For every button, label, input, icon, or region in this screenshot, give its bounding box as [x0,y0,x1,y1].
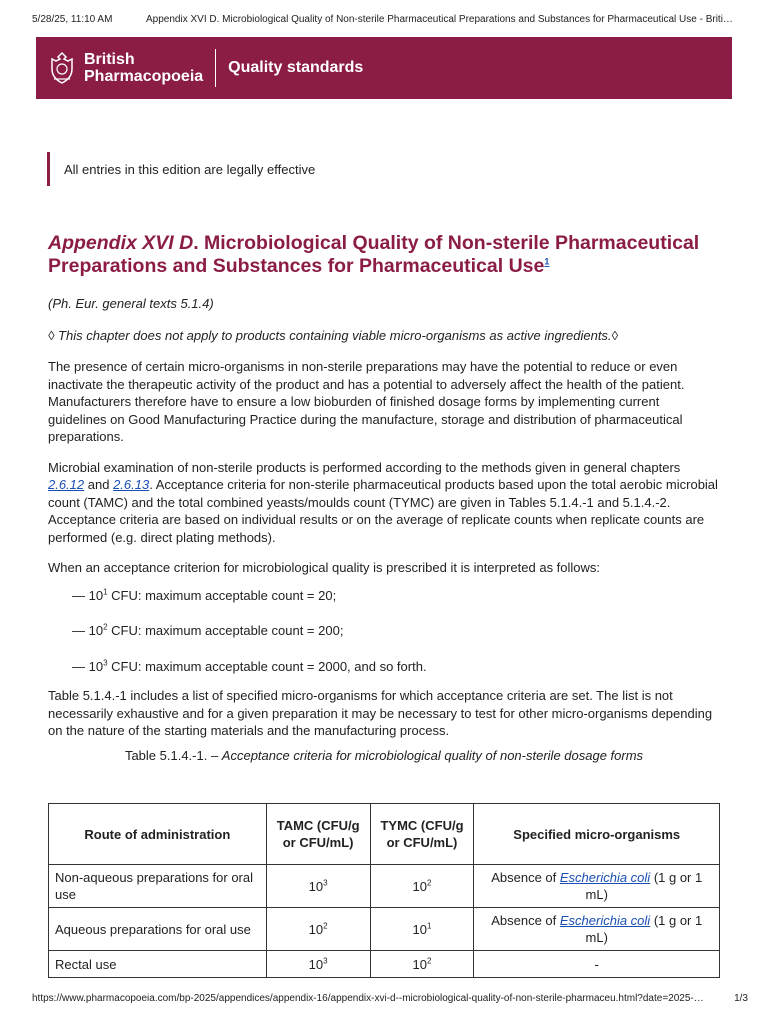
section-title[interactable]: Quality standards [228,59,364,76]
table-caption [48,747,720,765]
footnote-link[interactable]: 1 [544,256,550,267]
cell-tymc: $10^1$ [370,908,474,951]
banner-divider [215,49,216,87]
title-text: . Microbiological Quality of Non-sterile Pharmaceutical Preparations and Substances for Pharmaceutical Use [48,232,700,277]
table-caption-title: Acceptance criteria for microbiological quality of non-sterile dosage forms [221,747,644,763]
methods-text-2: and [84,477,114,492]
methods-text-1: Microbial examination of non-sterile products is performed according to the methods given in general chapters [48,459,681,475]
methods-paragraph [48,459,720,547]
table-row [49,908,720,951]
cell-tamc: $10^3$ [266,865,370,908]
legal-notice [47,152,315,186]
acceptance-criteria-table [48,803,720,978]
legal-notice-text: All entries in this edition are legally effective [64,161,316,177]
cell-tymc: $10^2$ [370,951,474,978]
cell-specified: Absence of Escherichia coli (1 g or 1 mL) [474,908,720,951]
table-intro-paragraph: Table 5.1.4.-1 includes a list of specified micro-organisms for which acceptance criteria are set. The list is not necessarily exhaustive and for a given preparation it may be necessary to test for other micro-organisms depending on the nature of the starting materials and the manufacturing process. [48,688,713,738]
cell-tymc: $10^2$ [370,865,474,908]
intro-paragraph: The presence of certain micro-organisms in non-sterile preparations may have the potential to reduce or even inactivate the therapeutic activity of the product and has a potential to adversely affect the health of the patient. Manufacturers therefore have to ensure a low bioburden of finished dosage forms by implementing current guidelines on Good Manufacturing Practice during the manufacture, storage and distribution of pharmaceutical preparations. [48,359,685,444]
cell-route: Rectal use [49,951,267,978]
royal-crest-icon[interactable] [48,51,76,85]
print-header [32,14,748,25]
cell-route: Non-aqueous preparations for oral use [49,865,267,908]
header-tymc: TYMC (CFU/g or CFU/mL) [370,804,474,865]
methods-text-3: . Acceptance criteria for non-sterile pharmaceutical products based upon the total aerobic microbial count (TAMC) and the total combined yeasts/moulds count (TYMC) are given in Tables 5.1.4.-1 and 5.1.4.-2. Acceptance criteria are based on individual results or on the average of replicate counts when replicate counts are performed (e.g. direct plating methods). [48,477,718,545]
print-title: Appendix XVI D. Microbiological Quality of Non-sterile Pharmaceutical Preparations and Substances for Pharmaceutical Use - Briti… [146,14,733,25]
site-banner [36,37,732,99]
cell-tamc: $10^3$ [266,951,370,978]
chapter-link-2-6-12[interactable]: 2.6.12 [48,477,85,492]
table-row [49,865,720,908]
source-reference: (Ph. Eur. general texts 5.1.4) [48,296,214,311]
criterion-item: — $10^2$ CFU: maximum acceptable count = 200; [72,622,344,638]
print-timestamp: 5/28/25, 11:10 AM [32,14,113,25]
cell-specified: - [474,951,720,978]
cell-tamc: $10^2$ [266,908,370,951]
print-footer [32,993,748,1004]
chapter-link-2-6-13[interactable]: 2.6.13 [113,477,150,492]
main-content [48,232,720,764]
cell-specified: Absence of Escherichia coli (1 g or 1 mL) [474,865,720,908]
cell-route: Aqueous preparations for oral use [49,908,267,951]
table-row [49,951,720,978]
print-page-number: 1/3 [734,993,748,1004]
brand-logo-text[interactable] [84,51,203,85]
table-header-row [49,804,720,865]
e-coli-link[interactable]: Escherichia coli [559,870,651,885]
criterion-intro: When an acceptance criterion for microbiological quality is prescribed it is interpreted as follows: [48,560,601,575]
criterion-item: — $10^1$ CFU: maximum acceptable count = 20; [72,587,337,603]
page-title [48,232,720,278]
brand-line-1: British [84,51,135,68]
header-tamc: TAMC (CFU/g or CFU/mL) [266,804,370,865]
criterion-item: — $10^3$ CFU: maximum acceptable count = 2000, and so forth. [72,658,427,674]
header-route: Route of administration [49,804,267,865]
table-caption-number: Table 5.1.4.-1. – [124,747,222,763]
scope-note: ◊ This chapter does not apply to products containing viable micro-organisms as active ingredients.◊ [48,327,618,343]
header-specified: Specified micro-organisms [474,804,720,865]
e-coli-link[interactable]: Escherichia coli [559,913,651,928]
print-url: https://www.pharmacopoeia.com/bp-2025/appendices/appendix-16/appendix-xvi-d--microbiological-quality-of-non-sterile-pharmaceu.html?date=2025-… [32,993,704,1004]
title-prefix: Appendix XVI D [48,232,194,254]
brand-line-2: Pharmacopoeia [84,68,204,85]
